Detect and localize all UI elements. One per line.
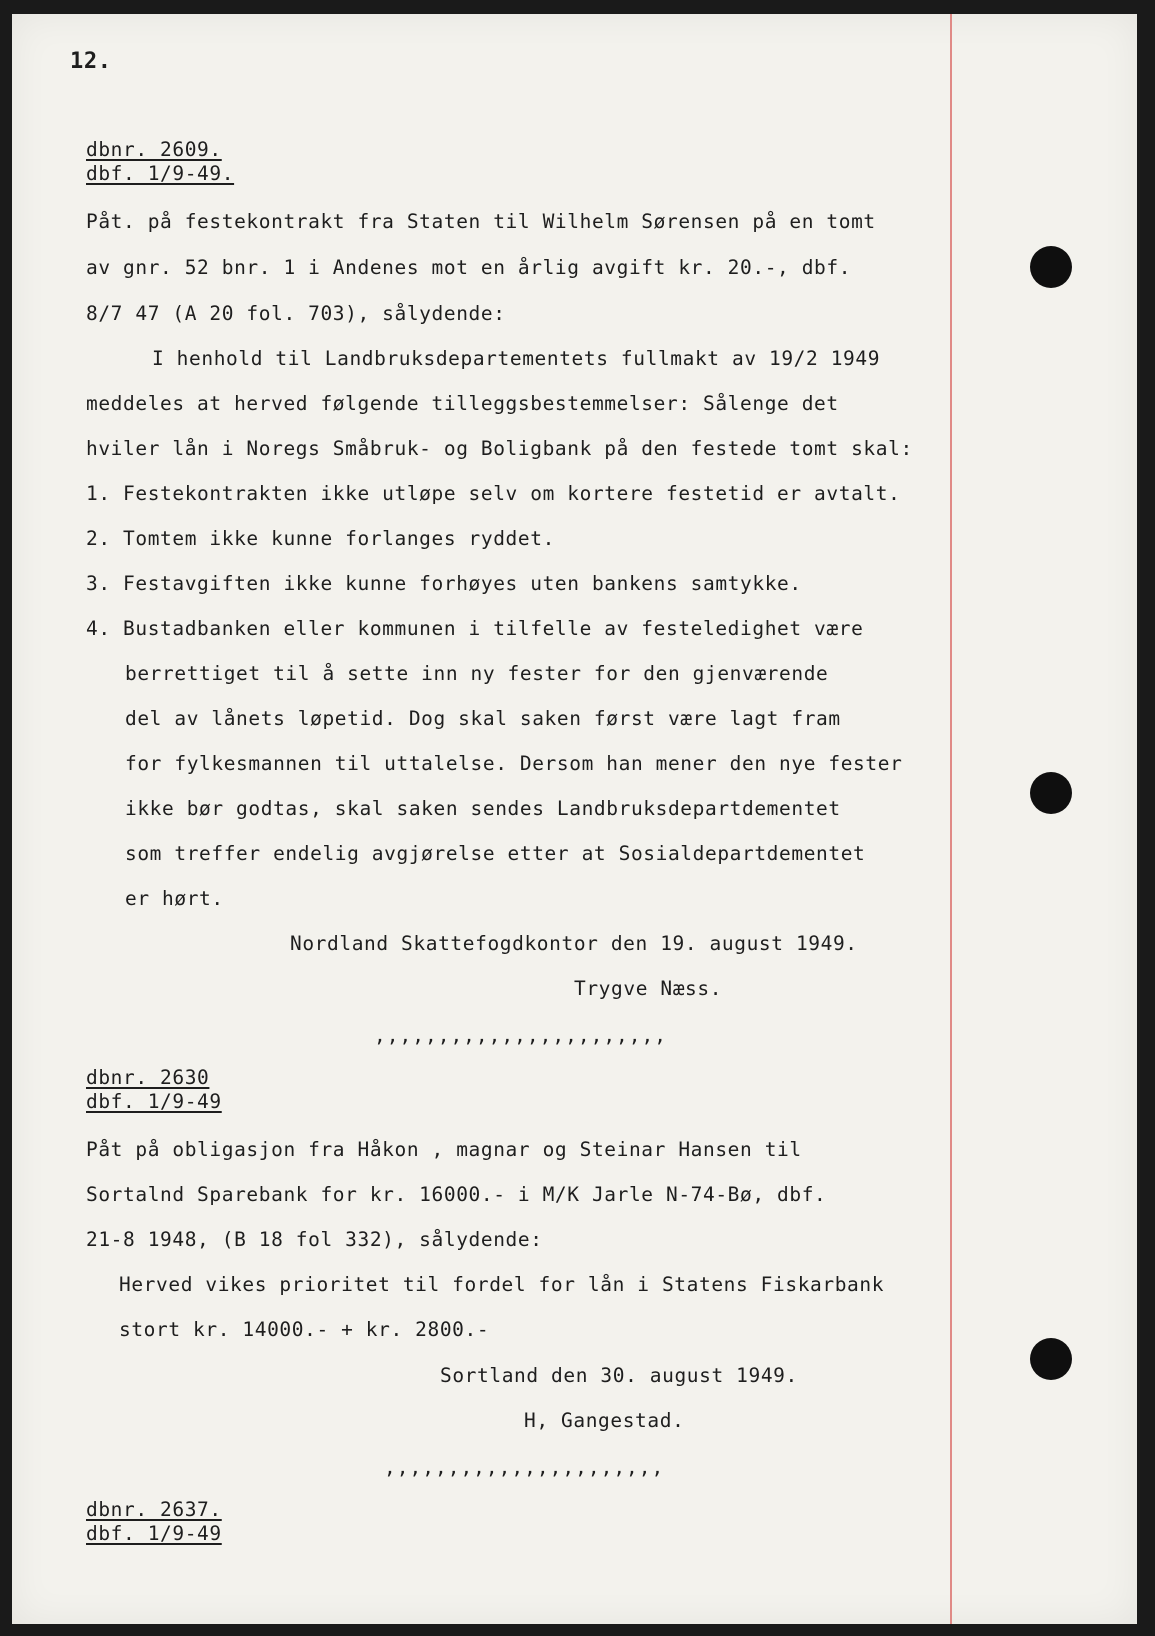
list-item: 1. Festekontrakten ikke utløpe selv om kortere festetid er avtalt. <box>86 482 901 505</box>
list-item: 4. Bustadbanken eller kommunen i tilfelle av festeledighet være <box>86 617 864 640</box>
margin-line <box>950 14 952 1624</box>
entry-dbf: dbf. 1/9-49. <box>86 162 235 185</box>
entry-text-line: del av lånets løpetid. Dog skal saken først være lagt fram <box>125 707 841 730</box>
entry-text-line: I henhold til Landbruksdepartementets fullmakt av 19/2 1949 <box>152 347 881 370</box>
entry-text-line: av gnr. 52 bnr. 1 i Andenes mot en årlig avgift kr. 20.-, dbf. <box>86 256 852 279</box>
entry-text-line: hviler lån i Noregs Småbruk- og Boligbank på den festede tomt skal: <box>86 437 913 460</box>
place-date: Nordland Skattefogdkontor den 19. august 1949. <box>290 932 858 955</box>
entry-text-line: 8/7 47 (A 20 fol. 703), sålydende: <box>86 302 506 325</box>
entry-text-line: for fylkesmannen til uttalelse. Dersom han mener den nye fester <box>125 752 903 775</box>
entry-text-line: berrettiget til å sette inn ny fester for den gjenværende <box>125 662 829 685</box>
list-item: 2. Tomtem ikke kunne forlanges ryddet. <box>86 527 555 550</box>
punch-hole <box>1030 246 1072 288</box>
separator: ,,,,,,,,,,,,,,,,,,,,,,, <box>374 1024 668 1047</box>
entry-dbnr: dbnr. 2609. <box>86 138 222 161</box>
list-item: 3. Festavgiften ikke kunne forhøyes uten bankens samtykke. <box>86 572 802 595</box>
entry-text-line: som treffer endelig avgjørelse etter at Sosialdepartdementet <box>125 842 866 865</box>
punch-hole <box>1030 1338 1072 1380</box>
entry-text-line: stort kr. 14000.- + kr. 2800.- <box>119 1318 490 1341</box>
entry-text-line: 21-8 1948, (B 18 fol 332), sålydende: <box>86 1228 543 1251</box>
entry-text-line: er hørt. <box>125 887 224 910</box>
signature: H, Gangestad. <box>524 1409 685 1432</box>
entry-text-line: meddeles at herved følgende tilleggsbestemmelser: Sålenge det <box>86 392 839 415</box>
entry-dbf: dbf. 1/9-49 <box>86 1090 222 1113</box>
entry-text-line: Påt på obligasjon fra Håkon , magnar og Steinar Hansen til <box>86 1138 802 1161</box>
entry-text-line: Herved vikes prioritet til fordel for lån i Statens Fiskarbank <box>119 1273 885 1296</box>
entry-text-line: Påt. på festekontrakt fra Staten til Wilhelm Sørensen på en tomt <box>86 210 876 233</box>
place-date: Sortland den 30. august 1949. <box>440 1364 798 1387</box>
signature: Trygve Næss. <box>574 977 723 1000</box>
entry-dbf: dbf. 1/9-49 <box>86 1522 222 1545</box>
punch-hole <box>1030 772 1072 814</box>
entry-text-line: Sortalnd Sparebank for kr. 16000.- i M/K Jarle N-74-Bø, dbf. <box>86 1183 827 1206</box>
entry-text-line: ikke bør godtas, skal saken sendes Landbruksdepartdementet <box>125 797 841 820</box>
page-number: 12. <box>70 49 112 74</box>
entry-dbnr: dbnr. 2637. <box>86 1498 222 1521</box>
separator: ,,,,,,,,,,,,,,,,,,,,,, <box>384 1456 665 1479</box>
document-page <box>12 14 1137 1624</box>
entry-dbnr: dbnr. 2630 <box>86 1066 210 1089</box>
